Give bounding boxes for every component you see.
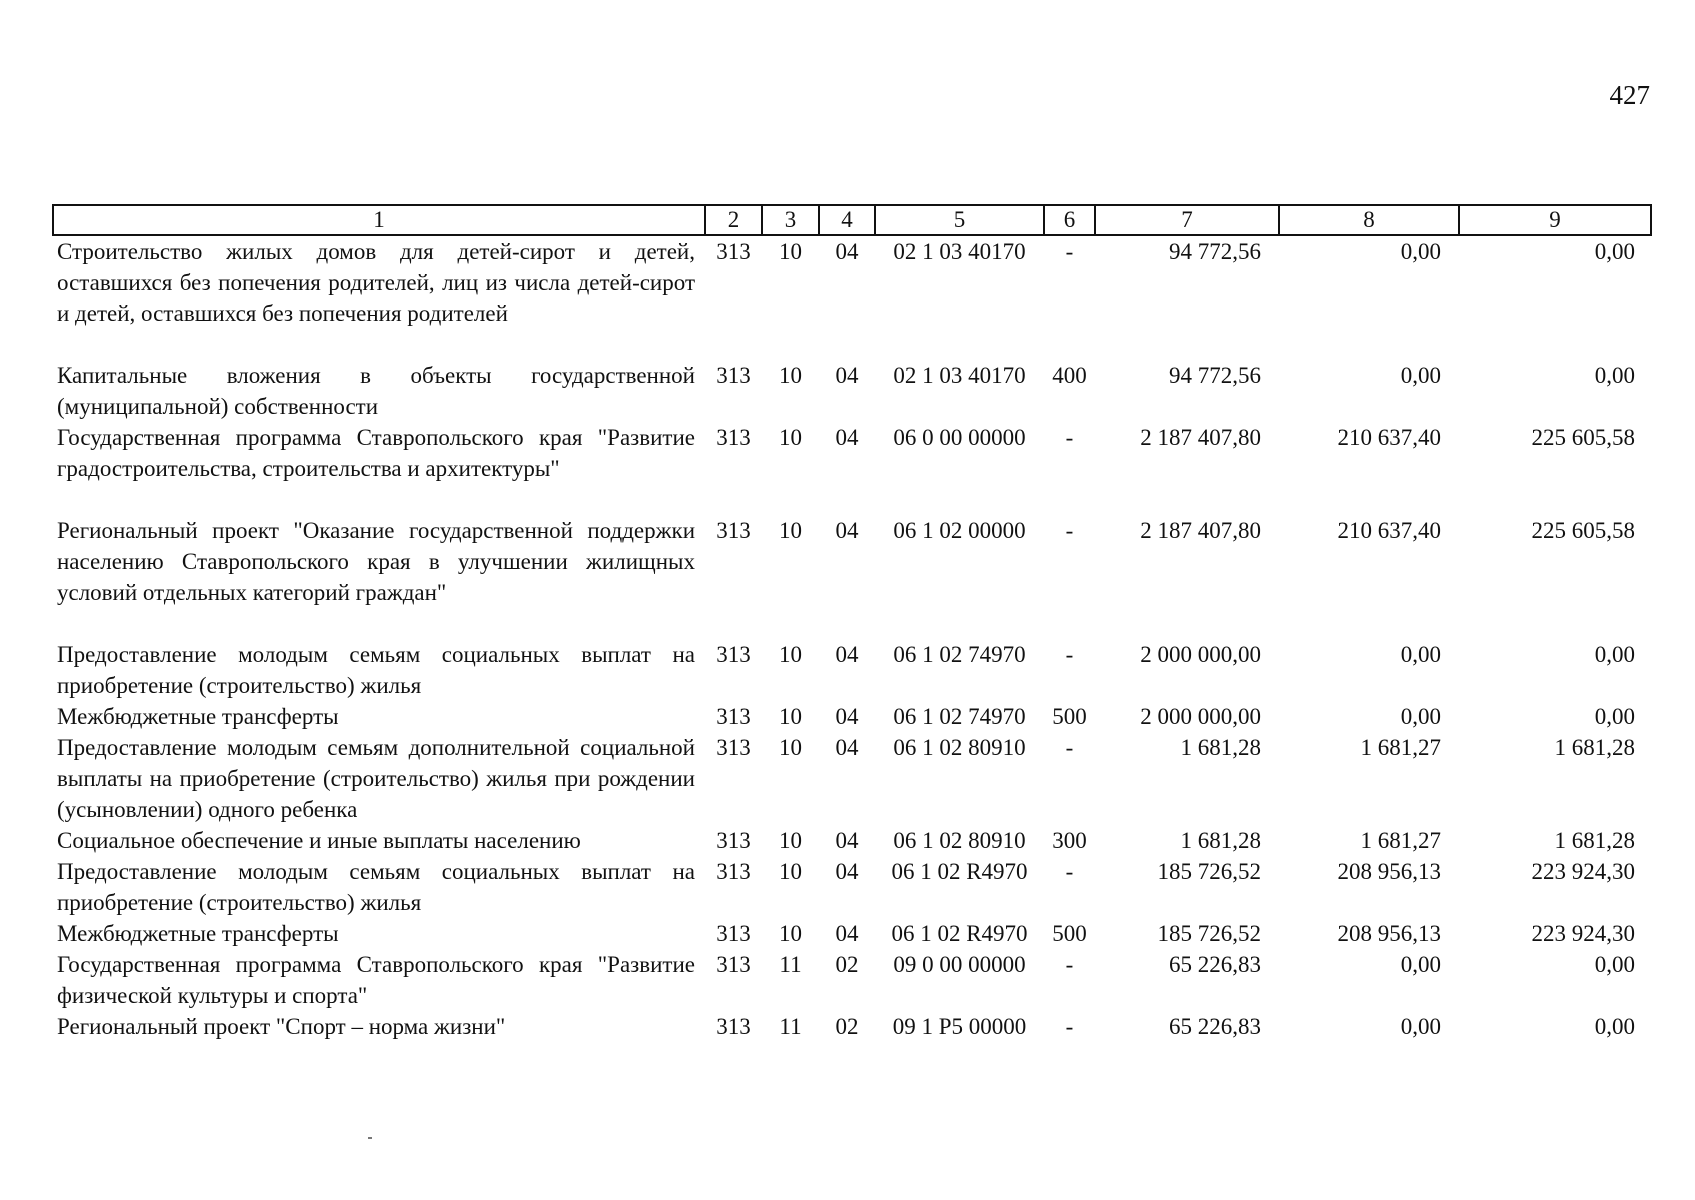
page-number: 427 [1609, 80, 1650, 110]
row-expense-type-code: 400 [1052, 363, 1087, 388]
row-subsection-code: 02 [835, 1014, 859, 1039]
header-col-9: 9 [1459, 205, 1651, 235]
row-amount-col8: 208 956,13 [1337, 859, 1441, 884]
scan-mark [368, 1137, 372, 1139]
row-admin-code: 313 [716, 921, 751, 946]
row-expense-type-code: - [1065, 859, 1074, 884]
row-admin-code: 313 [716, 952, 751, 977]
row-expense-type-code: 500 [1052, 704, 1087, 729]
row-amount-col9: 1 681,28 [1554, 735, 1635, 760]
column-number-header-row [53, 205, 1651, 235]
row-expense-type-code: - [1065, 425, 1074, 450]
row-expense-type-code: - [1065, 642, 1074, 667]
row-amount-col7: 65 226,83 [1169, 1014, 1261, 1039]
row-amount-col7: 94 772,56 [1169, 239, 1261, 264]
row-admin-code: 313 [716, 859, 751, 884]
row-amount-col7: 94 772,56 [1169, 363, 1261, 388]
table-row [53, 918, 1651, 949]
row-target-article-code: 02 1 03 40170 [893, 239, 1026, 264]
row-amount-col8: 1 681,27 [1360, 735, 1441, 760]
row-amount-col9: 225 605,58 [1531, 518, 1635, 543]
row-admin-code: 313 [716, 518, 751, 543]
row-section-code: 10 [779, 425, 802, 450]
row-amount-col7: 1 681,28 [1180, 735, 1261, 760]
row-item-name: Предоставление молодым семьям социальных выплат на приобретение (строительство) жилья [57, 859, 695, 915]
row-item-name: Межбюджетные трансферты [57, 704, 339, 729]
row-subsection-code: 04 [835, 704, 859, 729]
row-section-code: 11 [779, 952, 802, 977]
row-item-name: Межбюджетные трансферты [57, 921, 339, 946]
row-section-code: 10 [779, 704, 802, 729]
budget-table [52, 204, 1652, 1042]
row-admin-code: 313 [716, 1014, 751, 1039]
row-amount-col7: 1 681,28 [1180, 828, 1261, 853]
table-row [53, 825, 1651, 856]
row-item-name: Региональный проект "Оказание государственной поддержки населению Ставропольского края в улучшении жилищных условий отдельных категорий граждан" [57, 518, 695, 605]
row-subsection-code: 04 [835, 425, 859, 450]
header-col-1: 1 [53, 205, 705, 235]
row-section-code: 10 [779, 859, 802, 884]
row-section-code: 10 [779, 642, 802, 667]
row-target-article-code: 06 1 02 R4970 [891, 921, 1028, 946]
row-amount-col8: 1 681,27 [1360, 828, 1441, 853]
table-row [53, 732, 1651, 825]
header-col-6: 6 [1044, 205, 1095, 235]
row-amount-col9: 0,00 [1594, 239, 1635, 264]
row-expense-type-code: - [1065, 952, 1074, 977]
row-amount-col8: 0,00 [1400, 642, 1441, 667]
row-item-name: Строительство жилых домов для детей-сирот и детей, оставшихся без попечения родителей, лиц из числа детей-сирот и детей, оставшихся без попечения родителей [57, 239, 695, 326]
row-target-article-code: 09 0 00 00000 [893, 952, 1026, 977]
table-row [53, 1011, 1651, 1042]
row-target-article-code: 06 1 02 74970 [893, 642, 1026, 667]
row-target-article-code: 06 0 00 00000 [893, 425, 1026, 450]
row-section-code: 10 [779, 921, 802, 946]
row-expense-type-code: 300 [1052, 828, 1087, 853]
row-expense-type-code: - [1065, 518, 1074, 543]
row-amount-col8: 0,00 [1400, 239, 1441, 264]
row-target-article-code: 06 1 02 80910 [893, 735, 1026, 760]
row-subsection-code: 04 [835, 363, 859, 388]
header-col-2: 2 [705, 205, 762, 235]
row-item-name: Предоставление молодым семьям дополнительной социальной выплаты на приобретение (строительство) жилья при рождении (усыновлении) одного ребенка [57, 735, 695, 822]
row-target-article-code: 06 1 02 74970 [893, 704, 1026, 729]
table-row [53, 639, 1651, 701]
row-amount-col8: 210 637,40 [1337, 518, 1441, 543]
row-amount-col9: 225 605,58 [1531, 425, 1635, 450]
row-item-name: Капитальные вложения в объекты государственной (муниципальной) собственности [57, 363, 695, 419]
row-amount-col7: 185 726,52 [1157, 921, 1261, 946]
row-subsection-code: 04 [835, 642, 859, 667]
row-admin-code: 313 [716, 239, 751, 264]
table-row [53, 422, 1651, 515]
row-target-article-code: 06 1 02 00000 [893, 518, 1026, 543]
row-amount-col9: 0,00 [1594, 952, 1635, 977]
row-item-name: Государственная программа Ставропольского края "Развитие градостроительства, строительства и архитектуры" [57, 425, 695, 481]
row-subsection-code: 04 [835, 828, 859, 853]
row-admin-code: 313 [716, 704, 751, 729]
table-row [53, 949, 1651, 1011]
header-col-7: 7 [1095, 205, 1279, 235]
row-amount-col8: 0,00 [1400, 1014, 1441, 1039]
row-section-code: 11 [779, 1014, 802, 1039]
row-amount-col7: 2 000 000,00 [1140, 704, 1261, 729]
table-row [53, 856, 1651, 918]
table-row [53, 701, 1651, 732]
row-admin-code: 313 [716, 642, 751, 667]
row-subsection-code: 04 [835, 518, 859, 543]
row-amount-col7: 2 187 407,80 [1140, 425, 1261, 450]
header-col-3: 3 [762, 205, 819, 235]
row-amount-col9: 0,00 [1594, 642, 1635, 667]
row-amount-col9: 1 681,28 [1554, 828, 1635, 853]
row-amount-col9: 0,00 [1594, 1014, 1635, 1039]
row-subsection-code: 02 [835, 952, 859, 977]
table-row [53, 515, 1651, 639]
row-subsection-code: 04 [835, 921, 859, 946]
row-section-code: 10 [779, 735, 802, 760]
row-amount-col7: 2 187 407,80 [1140, 518, 1261, 543]
table-row [53, 235, 1651, 360]
row-amount-col9: 0,00 [1594, 704, 1635, 729]
table-body [53, 235, 1651, 1042]
row-amount-col9: 0,00 [1594, 363, 1635, 388]
row-section-code: 10 [779, 828, 802, 853]
row-amount-col9: 223 924,30 [1531, 921, 1635, 946]
row-amount-col8: 208 956,13 [1337, 921, 1441, 946]
header-col-4: 4 [819, 205, 875, 235]
row-admin-code: 313 [716, 828, 751, 853]
row-subsection-code: 04 [835, 239, 859, 264]
row-target-article-code: 02 1 03 40170 [893, 363, 1026, 388]
row-target-article-code: 09 1 P5 00000 [892, 1014, 1027, 1039]
row-section-code: 10 [779, 363, 802, 388]
row-amount-col8: 0,00 [1400, 952, 1441, 977]
row-section-code: 10 [779, 239, 802, 264]
row-subsection-code: 04 [835, 859, 859, 884]
table-row [53, 360, 1651, 422]
row-amount-col7: 2 000 000,00 [1140, 642, 1261, 667]
row-expense-type-code: - [1065, 735, 1074, 760]
row-target-article-code: 06 1 02 R4970 [891, 859, 1028, 884]
row-item-name: Региональный проект "Спорт – норма жизни" [57, 1014, 506, 1039]
row-amount-col8: 210 637,40 [1337, 425, 1441, 450]
row-section-code: 10 [779, 518, 802, 543]
row-item-name: Предоставление молодым семьям социальных выплат на приобретение (строительство) жилья [57, 642, 695, 698]
row-item-name: Государственная программа Ставропольского края "Развитие физической культуры и спорта" [57, 952, 695, 1008]
row-expense-type-code: 500 [1052, 921, 1087, 946]
row-admin-code: 313 [716, 425, 751, 450]
row-amount-col7: 65 226,83 [1169, 952, 1261, 977]
row-subsection-code: 04 [835, 735, 859, 760]
row-amount-col9: 223 924,30 [1531, 859, 1635, 884]
row-amount-col7: 185 726,52 [1157, 859, 1261, 884]
row-amount-col8: 0,00 [1400, 363, 1441, 388]
row-target-article-code: 06 1 02 80910 [893, 828, 1026, 853]
row-expense-type-code: - [1065, 1014, 1074, 1039]
row-admin-code: 313 [716, 735, 751, 760]
row-amount-col8: 0,00 [1400, 704, 1441, 729]
row-expense-type-code: - [1065, 239, 1074, 264]
row-admin-code: 313 [716, 363, 751, 388]
row-item-name: Социальное обеспечение и иные выплаты населению [57, 828, 581, 853]
header-col-5: 5 [875, 205, 1044, 235]
header-col-8: 8 [1279, 205, 1459, 235]
